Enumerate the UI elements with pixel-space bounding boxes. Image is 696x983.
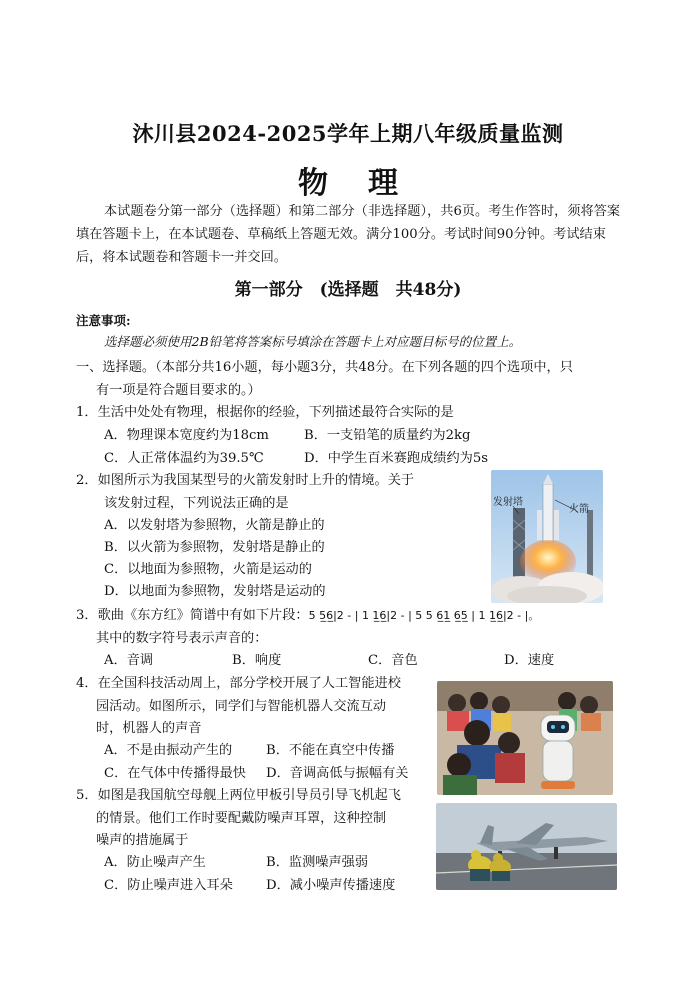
tower-label: 发射塔 [493,497,523,508]
rocket-launch-image [491,470,603,603]
exam-title: 沐川县2024-2025学年上期八年级质量监测 [132,121,564,146]
q3-option-a: A．音调 [104,653,154,668]
q1-option-b: B．一支铅笔的质量约为2kg [304,428,471,443]
question-5-stem-line-1: 5．如图是我国航空母舰上两位甲板引导员引导飞机起飞 [76,788,401,803]
notice-heading: 注意事项: [76,313,131,328]
numbered-notation: 5 5̲6̲|2 - | 1 1̲6̲|2 - | 5 5 6̲1̲ 6̲5̲ | 1 1̲6̲|2 - |。 [308,609,540,622]
section-instructions [76,356,628,402]
question-2 [76,470,496,606]
rocket-label: 火箭 [569,504,589,515]
subject-title: 物理 [298,166,438,201]
q4-option-c: C．在气体中传播得最快 [104,766,246,781]
question-3 [76,605,636,673]
question-4-stem-line-1: 4．在全国科技活动周上，部分学校开展了人工智能进校 [76,676,401,691]
q5-option-d: D．减小噪声传播速度 [266,878,396,893]
section-line-2: 有一项是符合题目要求的。） [96,383,261,398]
q4-option-d: D．音调高低与振幅有关 [266,766,409,781]
q2-option-b: B．以火箭为参照物，发射塔是静止的 [104,540,325,555]
question-4 [76,673,436,785]
aircraft-carrier-image [436,803,617,890]
q3-option-c: C．音色 [368,653,418,668]
question-5-stem-line-3: 噪声的措施属于 [96,833,189,848]
robot-classroom-image [437,681,613,795]
question-1 [76,402,636,470]
question-5-stem-line-2: 的情景。他们工作时要配戴防噪声耳罩，这种控制 [96,810,387,826]
q5-option-b: B．监测噪声强弱 [266,855,369,870]
q5-option-a: A．防止噪声产生 [104,855,206,870]
q2-option-a: A．以发射塔为参照物，火箭是静止的 [104,518,325,533]
question-4-stem-line-3: 时，机器人的声音 [96,721,202,736]
question-2-stem-line-2: 该发射过程，下列说法正确的是 [104,495,289,511]
q2-option-d: D．以地面为参照物，发射塔是运动的 [104,584,326,599]
section-line-1: 一、选择题。（本部分共16小题，每小题3分，共48分。在下列各题的四个选项中，只 [76,360,573,375]
question-4-stem-line-2: 园活动。如图所示，同学们与智能机器人交流互动 [96,698,387,714]
q3-option-b: B．响度 [232,653,282,668]
q2-option-c: C．以地面为参照物，火箭是运动的 [104,562,312,577]
question-3-stem-line-1 [76,605,636,628]
q1-option-a: A．物理课本宽度约为18cm [104,428,269,443]
q1-option-c: C．人正常体温约为39.5℃ [104,451,264,466]
question-2-stem-line-1: 2．如图所示为我国某型号的火箭发射时上升的情境。关于 [76,473,415,488]
question-5 [76,785,436,897]
q4-option-a: A．不是由振动产生的 [104,743,233,758]
q4-option-b: B．不能在真空中传播 [266,743,395,758]
exam-intro: 本试题卷分第一部分（选择题）和第二部分（非选择题），共6页。考生作答时，须将答案填在答题卡上，在本试题卷、草稿纸上答题无效。满分100分。考试时间90分钟。考试结束后，将本试题卷和答题卡一并交回。 [76,204,621,265]
q1-option-d: D．中学生百米赛跑成绩约为5s [304,451,488,466]
q3-option-d: D．速度 [504,653,555,668]
part-one-title: 第一部分 (选择题 共48分) [234,280,462,300]
notice-text: 选择题必须使用2B铅笔将答案标号填涂在答题卡上对应题目标号的位置上。 [104,334,522,349]
question-1-stem: 1．生活中处处有物理，根据你的经验，下列描述最符合实际的是 [76,405,454,420]
q5-option-c: C．防止噪声进入耳朵 [104,878,233,893]
question-3-stem-text: 3．歌曲《东方红》简谱中有如下片段： [76,608,309,623]
question-3-stem-line-2: 其中的数字符号表示声音的： [96,630,268,646]
